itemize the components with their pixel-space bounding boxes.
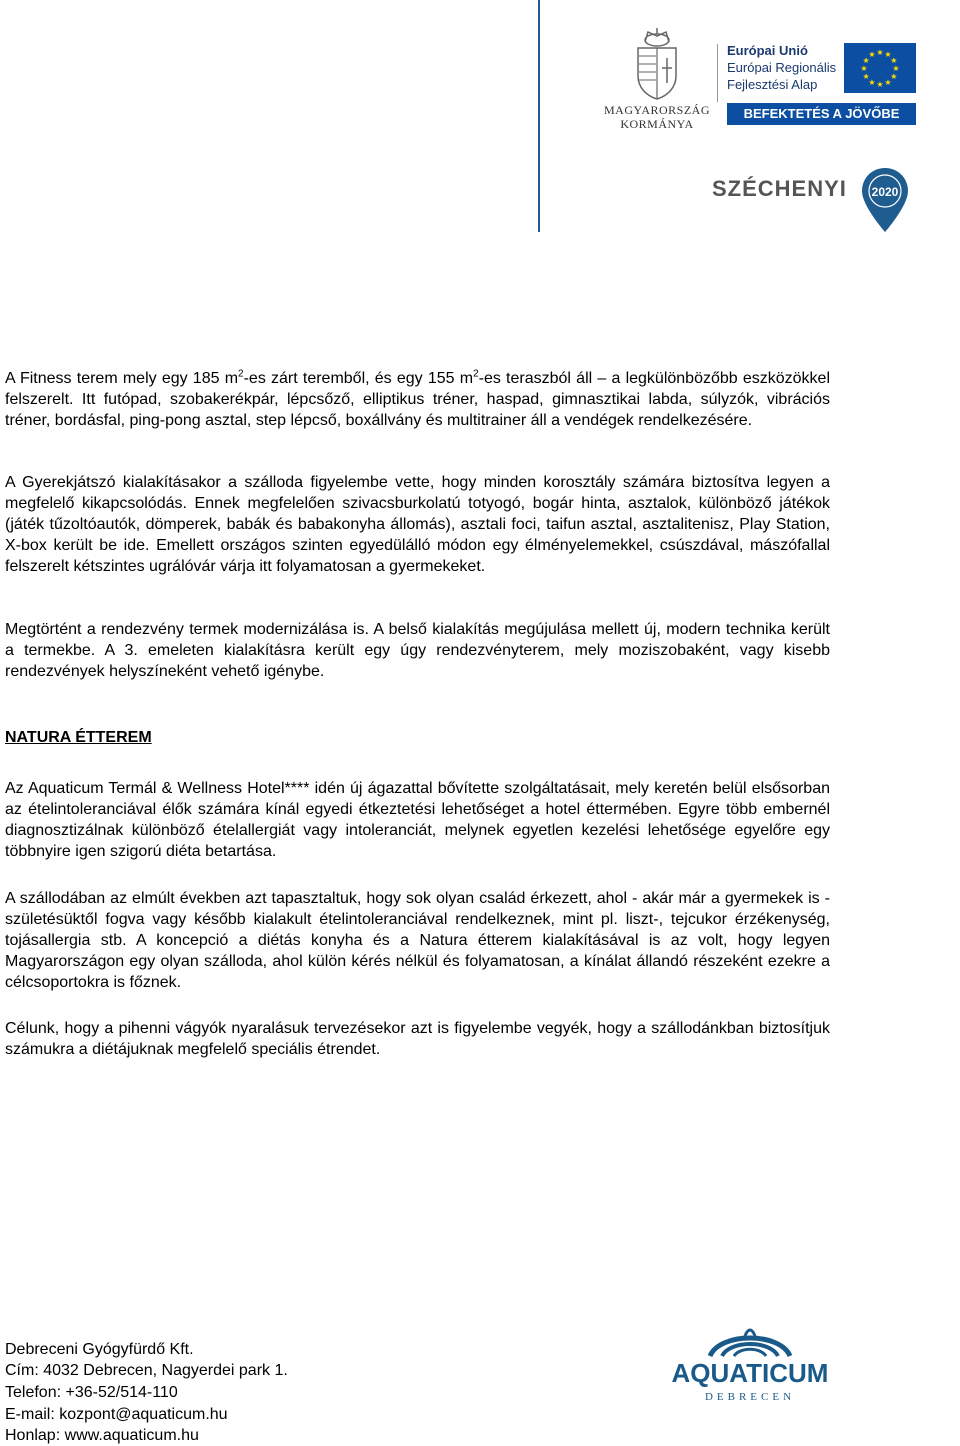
eu-star-icon: ★ bbox=[876, 80, 884, 89]
eu-star-icon: ★ bbox=[884, 50, 892, 60]
footer-company: Debreceni Gyógyfürdő Kft. bbox=[5, 1341, 194, 1358]
szechenyi-border-line bbox=[538, 0, 540, 232]
footer-address: Cím: 4032 Debrecen, Nagyerdei park 1. bbox=[5, 1362, 288, 1379]
aquaticum-dome-icon bbox=[710, 1330, 790, 1356]
eu-star-icon: ★ bbox=[868, 50, 876, 60]
paragraph-natura-concept: A szállodában az elmúlt években azt tapasztaltuk, hogy sok olyan család érkezett, ahol - akár már a gyermekek is - születésüktől fogva vagy később kialakult ételintoleranciával rendelkeznek, mint pl. liszt-, tejcukor érzékenység, tojásallergia stb. A koncepció a diétás konyha és a Natura étterem kialakításával is az volt, hogy legyen Magyarországon egy olyan szálloda, ahol külön kérés nélkül és folyamatosan, a kínálat állandó részeként ezekre a célcsoportokra is főznek. bbox=[5, 890, 830, 991]
paragraph-natura-intro: Az Aquaticum Termál & Wellness Hotel**** idén új ágazattal bővítette szolgáltatásait, mely keretén belül elsősorban az ételintoleranciával élők számára kínál egyedi étkeztetési lehetőséget a hotel éttermében. Egyre több embernél diagnosztizálnak különböző ételallergiát vagy intoleranciát, melynek egyetlen kezelési lehetősége egyelőre egy többnyire igen szigorú diéta betartása. bbox=[5, 780, 830, 860]
gov-name-line1: MAGYARORSZÁG bbox=[603, 103, 711, 117]
gov-coat-of-arms-logo bbox=[600, 28, 715, 138]
eu-star-icon: ★ bbox=[892, 64, 900, 73]
eu-text-block bbox=[727, 42, 836, 93]
footer-web: Honlap: www.aquaticum.hu bbox=[5, 1427, 199, 1444]
szechenyi-logo bbox=[712, 176, 847, 202]
footer-email: E-mail: kozpont@aquaticum.hu bbox=[5, 1406, 228, 1423]
aquaticum-city: DEBRECEN bbox=[704, 1391, 796, 1403]
section-heading: NATURA ÉTTEREM bbox=[5, 729, 152, 746]
fitness-text-a: A Fitness terem mely egy 185 m bbox=[5, 370, 239, 387]
fitness-text-c: -es teraszból áll – a legkülönbözőbb eszközökkel felszerelt. Itt futópad, szobakerékpár, lépcsőző, elliptikus tréner, haspad, gimnasztikai labda, súlyzók, vibrációs tréner, bordásfal, ping-pong asztal, step lépcső, boxállvány és multitrainer áll a vendégek rendelkezésére. bbox=[5, 370, 831, 429]
eu-line1: Európai Unió bbox=[727, 43, 808, 58]
eu-star-icon: ★ bbox=[890, 56, 898, 65]
eu-star-icon: ★ bbox=[876, 48, 884, 57]
eu-star-icon: ★ bbox=[860, 64, 868, 73]
eu-star-icon: ★ bbox=[862, 56, 870, 65]
eu-star-icon: ★ bbox=[862, 72, 870, 81]
eu-banner bbox=[727, 103, 916, 125]
gov-name-line2: KORMÁNYA bbox=[620, 117, 694, 131]
paragraph-playground: A Gyerekjátszó kialakításakor a szálloda figyelembe vette, hogy minden korosztály számára biztosítva legyen a megfelelő kikapcsolódás. Ennek megfelelően szivacsburkolatú totyogó, bogár hinta, asztalok, különböző játékok (játék tűzoltóautók, dömperek, babák és babakonyha állomás), asztali foci, taifun asztal, asztalitenisz, Play Station, X-box került be ide. Emellett országos szinten egyedülálló módon egy élményelemekkel, csúszdával, mászófallal felszerelt kétszintes ugrálóvár várja itt folyamatosan a gyermekeket. bbox=[5, 474, 830, 575]
eu-line2: Európai Regionális bbox=[727, 60, 837, 75]
crown-icon bbox=[645, 28, 669, 46]
paragraph-event-rooms: Megtörtént a rendezvény termek modernizálása is. A belső kialakítás megújulása mellett új, modern technika került a termekbe. A 3. emeleten kialakításra került egy úgy rendezvényterem, mely moziszobaként, vagy kisebb rendezvények helyszíneként vehető igénybe. bbox=[5, 621, 830, 680]
eu-star-icon: ★ bbox=[884, 77, 892, 87]
fitness-text-b: -es zárt teremből, és egy 155 m bbox=[243, 370, 474, 387]
szechenyi-text: SZÉCHENYI bbox=[712, 176, 847, 201]
superscript-1: 2 bbox=[238, 368, 244, 380]
paragraph-natura-goal: Célunk, hogy a pihenni vágyók nyaralásuk tervezésekor azt is figyelembe vegyék, hogy a szállodánkban biztosítjuk számukra a diétájuknak megfelelő speciális étrendet. bbox=[5, 1020, 830, 1058]
eu-banner-text: BEFEKTETÉS A JÖVŐBE bbox=[743, 106, 900, 121]
eu-line3: Fejlesztési Alap bbox=[727, 77, 818, 92]
eu-divider bbox=[717, 44, 718, 102]
shield-icon bbox=[638, 48, 676, 99]
szechenyi-pin-icon bbox=[860, 166, 910, 234]
eu-flag-icon bbox=[844, 43, 916, 93]
aquaticum-name: AQUATICUM bbox=[671, 1358, 829, 1388]
eu-star-icon: ★ bbox=[868, 77, 876, 87]
szechenyi-year: 2020 bbox=[871, 185, 899, 199]
aquaticum-logo bbox=[660, 1318, 840, 1408]
eu-star-icon: ★ bbox=[890, 72, 898, 81]
paragraph-fitness bbox=[5, 368, 830, 431]
footer-phone: Telefon: +36-52/514-110 bbox=[5, 1384, 178, 1401]
superscript-2: 2 bbox=[473, 368, 479, 380]
